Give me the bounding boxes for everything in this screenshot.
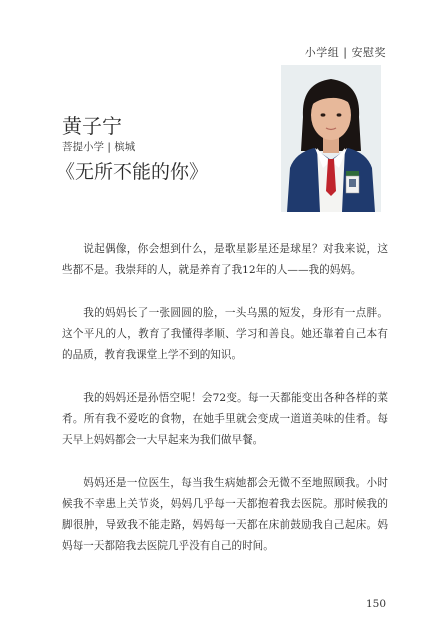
essay-paragraph-2: 我的妈妈长了一张圆圆的脸，一头乌黑的短发，身形有一点胖。这个平凡的人，教育了我懂得孝顺、学习和善良。她还靠着自己本有的品质，教育我课堂上学不到的知识。	[62, 307, 388, 361]
author-school: 菩提小学 | 槟城	[62, 141, 136, 153]
page-number: 150	[365, 598, 386, 610]
essay-body	[62, 239, 388, 579]
essay-paragraph-1: 说起偶像，你会想到什么，是歌星影星还是球星？对我来说，这些都不是。我崇拜的人，就是养育了我12年的人——我的妈妈。	[62, 243, 388, 276]
category-label: 小学组 | 安慰奖	[304, 46, 386, 59]
essay-title: 《无所不能的你》	[56, 161, 209, 183]
essay-paragraph-4: 妈妈还是一位医生，每当我生病她都会无微不至地照顾我。小时候我不幸患上关节炎，妈妈几乎每一天都抱着我去医院。那时候我的脚很肿，导致我不能走路，妈妈每一天都在床前鼓励我自己起床。妈妈每一天都陪我去医院几乎没有自己的时间。	[62, 477, 388, 552]
student-photo	[281, 65, 381, 212]
essay-paragraph-3: 我的妈妈还是孙悟空呢！会72变。每一天都能变出各种各样的菜肴。所有我不爱吃的食物，在她手里就会变成一道道美味的佳肴。每天早上妈妈都会一大早起来为我们做早餐。	[62, 392, 388, 446]
author-name: 黄子宁	[62, 114, 122, 138]
